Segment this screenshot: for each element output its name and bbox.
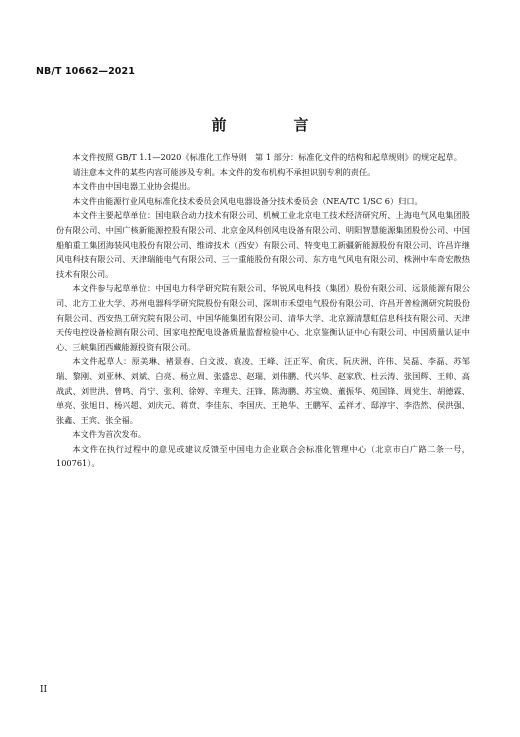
paragraph-drafting-rules: 本文件按照 GB/T 1.1—2020《标准化工作导则 第 1 部分：标准化文件的结构和起草规则》的规定起草。 xyxy=(72,152,462,162)
page-number: II xyxy=(40,685,48,695)
paragraph-participating-units: 本文件参与起草单位：中国电力科学研究院有限公司、华锐风电科技（集团）股份有限公司、远景能源有限公司、北方工业大学、苏州电器科学研究院股份有限公司、深圳市禾望电气股份有限公司、许昌开普检测研究院股份有限公司、西安热工研究院有限公司、中国华能集团有限公司、清华大学、北京源清慧虹信息科技有限公司、天津天传电控设备检测有限公司、国家电控配电设备质量监督检验中心、北京鉴衡认证中心有限公司、中国质量认证中心、三峡集团西藏能源投资有限公司。 xyxy=(56,283,470,352)
paragraph-main-drafting-units: 本文件主要起草单位：国电联合动力技术有限公司、机械工业北京电工技术经济研究所、上海电气风电集团股份有限公司、中国广核新能源控股有限公司、北京金风科创风电设备有限公司、明阳智慧能源集团股份公司、中国船舶重工集团海装风电股份有限公司、维谛技术（西安）有限公司、特变电工新疆新能源股份有限公司、许昌许继风电科技有限公司、天津瑞能电气有限公司、三一重能股份有限公司、东方电气风电有限公司、株洲中车奇宏散热技术有限公司。 xyxy=(56,210,470,279)
paragraph-patent-notice: 请注意本文件的某些内容可能涉及专利。本文件的发布机构不承担识别专利的责任。 xyxy=(72,166,376,177)
standard-code: NB/T 10662—2021 xyxy=(36,66,135,77)
page-title: 前 言 xyxy=(211,116,335,134)
paragraph-technical-committee: 本文件由能源行业风电标准化技术委员会风电电器设备分技术委员会（NEA/TC 1/SC 6）归口。 xyxy=(72,195,423,206)
foreword-body xyxy=(56,150,470,471)
paragraph-feedback: 本文件在执行过程中的意见或建议反馈至中国电力企业联合会标准化管理中心（北京市白广路二条一号，100761）。 xyxy=(56,443,470,469)
paragraph-drafters: 本文件起草人：原美琳、褚景春、白文波、袁凌、王峰、汪正军、俞庆、阮庆洲、许伟、吴磊、李磊、苏邹瑞、黎刚、刘亚林、刘斌、白亮、杨立周、张盛忠、赵瑞、刘伟鹏、代兴华、赵家欣、杜云涛、张国辉、王帅、高战武、刘世洪、曾鸣、肖宁、张利、徐婷、辛理夫、汪锋、陈海鹏、苏宝焕、董振华、苑国锋、周党生、胡德霖、单亮、张旭日、杨兴超、刘庆元、蒋贲、李佳东、李国庆、王艳华、王鹏军、孟祥才、邸淳宇、李浩然、侯洪强、张鑫、王宾、张全福。 xyxy=(56,356,470,425)
paragraph-proposer: 本文件由中国电器工业协会提出。 xyxy=(72,181,196,192)
paragraph-first-release: 本文件为首次发布。 xyxy=(72,429,147,440)
